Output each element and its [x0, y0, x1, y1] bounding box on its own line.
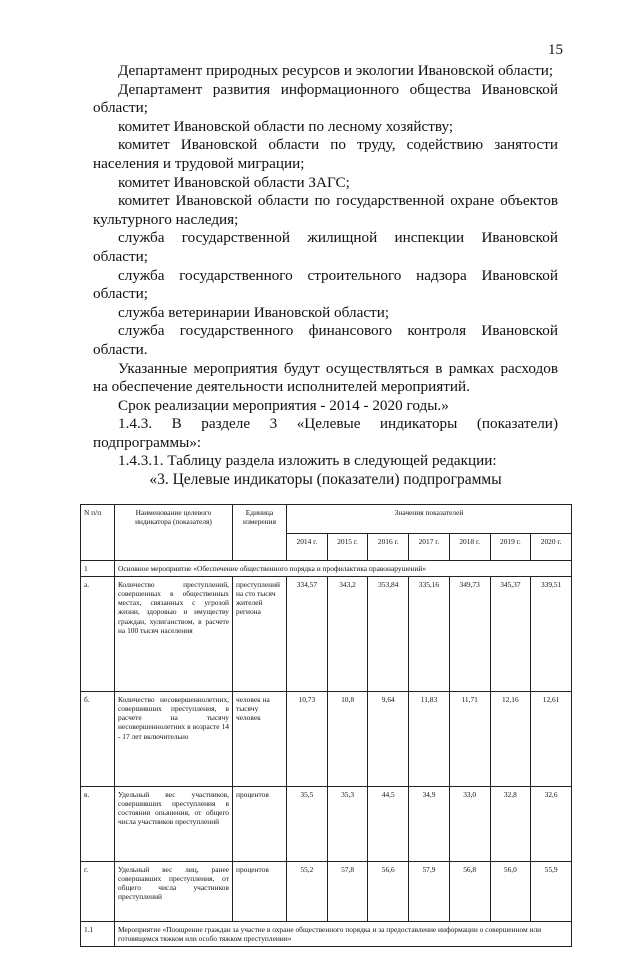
section-row [81, 560, 572, 576]
row-value: 57,9 [409, 861, 450, 921]
row-value: 339,51 [531, 576, 572, 691]
row-unit: человек на тысячу человек [233, 691, 287, 786]
paragraph: служба государственной жилищной инспекции Ивановской области; [93, 229, 558, 265]
row-value: 11,83 [409, 691, 450, 786]
row-value: 349,73 [449, 576, 490, 691]
row-value: 44,5 [368, 786, 409, 861]
row-value: 56,6 [368, 861, 409, 921]
row-value: 11,71 [449, 691, 490, 786]
section-row [81, 921, 572, 946]
row-value: 35,5 [287, 786, 328, 861]
row-num: б. [81, 691, 115, 786]
row-value: 335,16 [409, 576, 450, 691]
row-value: 32,8 [490, 786, 531, 861]
row-value: 334,57 [287, 576, 328, 691]
paragraph: Указанные мероприятия будут осуществляться в рамках расходов на обеспечение деятельности исполнителей мероприятий. [93, 359, 558, 396]
row-value: 55,2 [287, 861, 328, 921]
year-header: 2016 г. [368, 533, 409, 560]
year-header: 2014 г. [287, 533, 328, 560]
row-value: 57,8 [327, 861, 368, 921]
row-value: 9,64 [368, 691, 409, 786]
row-value: 10,73 [287, 691, 328, 786]
row-unit: процентов [233, 786, 287, 861]
row-unit: преступлений на сто тысяч жителей региона [233, 576, 287, 691]
row-value: 12,61 [531, 691, 572, 786]
section-text: Основное мероприятие «Обеспечение общественного порядка и профилактика правонарушений» [115, 560, 572, 576]
row-value: 56,0 [490, 861, 531, 921]
year-header: 2019 г. [490, 533, 531, 560]
page-number: 15 [548, 42, 563, 58]
row-num: а. [81, 576, 115, 691]
section-text: Мероприятие «Поощрение граждан за участие в охране общественного порядка и за предоставление информации о совершенном или готовящемся тяжком или особо тяжком преступлении» [115, 921, 572, 946]
table-title: «3. Целевые индикаторы (показатели) подпрограммы [149, 471, 502, 489]
row-value: 33,0 [449, 786, 490, 861]
row-value: 35,3 [327, 786, 368, 861]
header-num: N п/п [81, 504, 115, 560]
paragraph: комитет Ивановской области по лесному хозяйству; [118, 117, 454, 135]
row-value: 10,8 [327, 691, 368, 786]
paragraph: служба ветеринарии Ивановской области; [118, 303, 390, 321]
row-value: 32,6 [531, 786, 572, 861]
year-header: 2017 г. [409, 533, 450, 560]
row-num: в. [81, 786, 115, 861]
table-row [81, 861, 572, 921]
document-body [93, 62, 558, 490]
row-value: 343,2 [327, 576, 368, 691]
paragraph: Департамент развития информационного общества Ивановской области; [93, 80, 558, 117]
row-value: 56,8 [449, 861, 490, 921]
row-name: Удельный вес участников, совершивших преступления в состоянии опьянения, от общего числа участников преступлений [115, 786, 233, 861]
table-row [81, 786, 572, 861]
year-header: 2018 г. [449, 533, 490, 560]
section-num: 1 [81, 560, 115, 576]
row-value: 345,37 [490, 576, 531, 691]
paragraph: комитет Ивановской области по труду, содействию занятости населения и трудовой миграции; [93, 136, 558, 172]
paragraph: комитет Ивановской области по государственной охране объектов культурного наследия; [93, 192, 558, 228]
header-unit: Единица измерения [233, 504, 287, 560]
row-value: 34,9 [409, 786, 450, 861]
row-name: Количество преступлений, совершенных в общественных местах, связанных с угрозой жизни, здоровью и имуществу граждан, хулиганством, в расчете на 100 тысяч населения [115, 576, 233, 691]
paragraph: служба государственного финансового контроля Ивановской области. [93, 322, 558, 358]
paragraph: 1.4.3. В разделе 3 «Целевые индикаторы (показатели) подпрограммы»: [93, 415, 558, 451]
paragraph: служба государственного строительного надзора Ивановской области; [93, 266, 558, 303]
year-header: 2015 г. [327, 533, 368, 560]
header-name: Наименование целевого индикатора (показателя) [115, 504, 233, 560]
paragraph: 1.4.3.1. Таблицу раздела изложить в следующей редакции: [118, 452, 497, 470]
paragraph: Департамент природных ресурсов и экологии Ивановской области; [118, 62, 554, 79]
year-header: 2020 г. [531, 533, 572, 560]
row-value: 12,16 [490, 691, 531, 786]
row-value: 353,84 [368, 576, 409, 691]
table-row [81, 576, 572, 691]
section-num: 1.1 [81, 921, 115, 946]
row-name: Количество несовершеннолетних, совершивших преступления, в расчете на тысячу несовершеннолетних в возрасте 14 - 17 лет включительно [115, 691, 233, 786]
paragraph: Срок реализации мероприятия - 2014 - 2020 годы.» [118, 396, 449, 414]
header-values: Значения показателей [287, 504, 572, 533]
row-value: 55,9 [531, 861, 572, 921]
table-row [81, 691, 572, 786]
row-name: Удельный вес лиц, ранее совершавших преступления, от общего числа участников преступлений [115, 861, 233, 921]
row-num: г. [81, 861, 115, 921]
row-unit: процентов [233, 861, 287, 921]
indicators-table [80, 504, 572, 948]
document-flow [84, 62, 562, 967]
paragraph: комитет Ивановской области ЗАГС; [118, 173, 350, 191]
